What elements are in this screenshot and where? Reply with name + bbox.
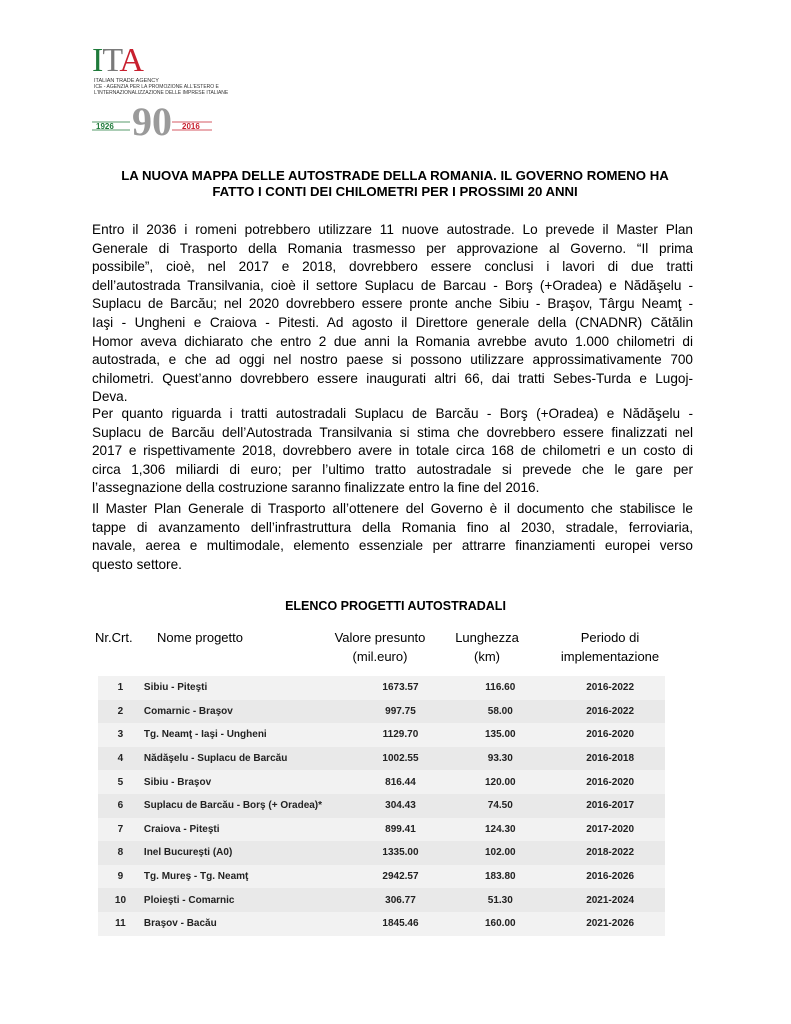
- cell-nr: 2: [117, 705, 124, 717]
- table-row: [98, 794, 665, 818]
- ita-agency-text: ITALIAN TRADE AGENCY ICE - AGENZIA PER LA PROMOZIONE ALL'ESTERO E L'INTERNAZIONALIZZAZIONE DELLE IMPRESE ITALIANE: [94, 78, 229, 96]
- cell-length: 51.30: [487, 894, 513, 906]
- cell-value: 2942.57: [382, 871, 419, 883]
- anniversary-badge: [92, 102, 222, 138]
- cell-length: 160.00: [485, 918, 516, 930]
- paragraph-3: Il Master Plan Generale di Trasporto all’ottenere del Governo è il documento che stabilisce le tappe di avanzamento dell’infrastruttura della Romania fino al 2030, stradale, ferroviaria, navale, aerea e multimodale, elemento essenziale per attrarre finanziamenti europei verso questo settore.: [92, 501, 693, 572]
- cell-name: Sibiu - Braşov: [143, 776, 212, 788]
- cell-period: 2021-2024: [586, 894, 635, 906]
- cell-value: 1002.55: [382, 753, 419, 765]
- table-row: [98, 818, 665, 842]
- paragraph-1: Entro il 2036 i romeni potrebbero utilizzare 11 nuove autostrade. Lo prevede il Master Plan Generale di Trasporto della Romania trasmesso per approvazione al Governo. “Il prima possibile”, cioè, nel 2017 e 2018, dovrebbero essere conclusi i lavori di due tratti dell’autostrada Transilvania, cioè il settore Suplacu de Barcau - Borş (+Oradea) e Nădăşelu - Suplacu de Barcău; nel 2020 dovrebbero essere pronte anche Sibiu - Braşov, Târgu Neamţ - Iaşi - Ungheni e Craiova - Pitesti. Ad agosto il Direttore generale della (CNADNR) Cătălin Homor aveva dichiarato che entro 2 due anni la Romania avrebbe avuto 1.000 chilometri di autostrada, e che ad oggi nel nostro paese si possono utilizzare approssimativamente 700 chilometri. Quest’anno dovrebbero essere inaugurati altri 66, dai tratti Sebes-Turda e Lugoj- Deva.: [92, 222, 693, 405]
- table-row: [98, 912, 665, 936]
- cell-length: 120.00: [485, 776, 516, 788]
- header-value: Valore presunto (mil.euro): [334, 630, 426, 664]
- cell-value: 997.75: [385, 705, 416, 717]
- ita-wordmark: ITA: [92, 42, 143, 79]
- cell-period: 2018-2022: [586, 847, 635, 859]
- cell-period: 2017-2020: [586, 823, 635, 835]
- header-period: Periodo di implementazione: [560, 630, 660, 664]
- cell-value: 816.44: [385, 776, 416, 788]
- cell-period: 2016-2022: [586, 705, 635, 717]
- cell-period: 2016-2020: [586, 729, 635, 741]
- cell-nr: 3: [117, 729, 124, 741]
- table-row: [98, 841, 665, 865]
- cell-nr: 9: [117, 871, 124, 883]
- header-nr: Nr.Crt.: [95, 630, 133, 645]
- cell-name: Ploieşti - Comarnic: [143, 894, 235, 906]
- cell-nr: 6: [117, 800, 124, 812]
- cell-period: 2016-2020: [586, 776, 635, 788]
- year-end: 2016: [182, 122, 200, 131]
- cell-period: 2021-2026: [586, 918, 635, 930]
- table-row: [98, 770, 665, 794]
- cell-name: Comarnic - Braşov: [143, 705, 233, 717]
- table-row: [98, 700, 665, 724]
- cell-name: Suplacu de Barcău - Borş (+ Oradea)*: [143, 800, 323, 812]
- cell-length: 124.30: [485, 823, 516, 835]
- cell-value: 306.77: [385, 894, 416, 906]
- cell-length: 74.50: [487, 800, 513, 812]
- cell-value: 1335.00: [382, 847, 419, 859]
- cell-value: 1845.46: [382, 918, 419, 930]
- article-title: LA NUOVA MAPPA DELLE AUTOSTRADE DELLA ROMANIA. IL GOVERNO ROMENO HA FATTO I CONTI DEI CHILOMETRI PER I PROSSIMI 20 ANNI: [121, 168, 669, 199]
- cell-name: Sibiu - Piteşti: [143, 682, 208, 694]
- cell-name: Nădăşelu - Suplacu de Barcău: [143, 753, 288, 765]
- cell-value: 304.43: [385, 800, 416, 812]
- year-start: 1926: [96, 122, 114, 131]
- cell-value: 899.41: [385, 823, 416, 835]
- cell-name: Braşov - Bacău: [143, 918, 217, 930]
- cell-length: 116.60: [485, 682, 516, 694]
- header-name: Nome progetto: [157, 630, 243, 645]
- cell-length: 102.00: [485, 847, 516, 859]
- projects-table: [98, 676, 665, 936]
- cell-nr: 1: [117, 682, 124, 694]
- cell-name: Craiova - Piteşti: [143, 823, 220, 835]
- cell-nr: 5: [117, 776, 124, 788]
- cell-nr: 4: [117, 753, 124, 765]
- cell-nr: 10: [114, 894, 127, 906]
- header-length: Lunghezza (km): [455, 630, 519, 664]
- table-row: [98, 865, 665, 889]
- cell-value: 1673.57: [382, 682, 419, 694]
- cell-value: 1129.70: [382, 729, 419, 741]
- table-row: [98, 888, 665, 912]
- paragraph-2: Per quanto riguarda i tratti autostradali Suplacu de Barcău - Borş (+Oradea) e Nădăşelu - Suplacu de Barcău dell’Autostrada Transilvania si stima che dovrebbero essere finalizzati nel 2017 e rispettivamente 2018, dovrebbero avere in totale circa 168 de chilometri e un costo di circa 1,306 miliardi di euro; per l’ultimo tratto autostradale si prevede che le gare per l’assegnazione della costruzione saranno finalizzate entro la fine del 2016.: [92, 406, 693, 496]
- cell-period: 2016-2022: [586, 682, 635, 694]
- cell-name: Tg. Mureş - Tg. Neamţ: [143, 871, 249, 883]
- cell-nr: 8: [117, 847, 124, 859]
- table-row: [98, 676, 665, 700]
- cell-period: 2016-2026: [586, 871, 635, 883]
- ita-logo: [92, 42, 229, 144]
- cell-name: Tg. Neamţ - Iaşi - Ungheni: [143, 729, 267, 741]
- cell-nr: 11: [115, 918, 126, 930]
- year-mark: 90: [132, 102, 172, 138]
- table-row: [98, 747, 665, 771]
- cell-nr: 7: [117, 823, 124, 835]
- cell-length: 93.30: [487, 753, 513, 765]
- cell-period: 2016-2018: [586, 753, 635, 765]
- table-row: [98, 723, 665, 747]
- cell-name: Inel Bucureşti (A0): [143, 847, 233, 859]
- cell-period: 2016-2017: [586, 800, 635, 812]
- cell-length: 135.00: [485, 729, 516, 741]
- cell-length: 58.00: [487, 705, 513, 717]
- table-title: ELENCO PROGETTI AUTOSTRADALI: [285, 599, 506, 613]
- cell-length: 183.80: [485, 871, 516, 883]
